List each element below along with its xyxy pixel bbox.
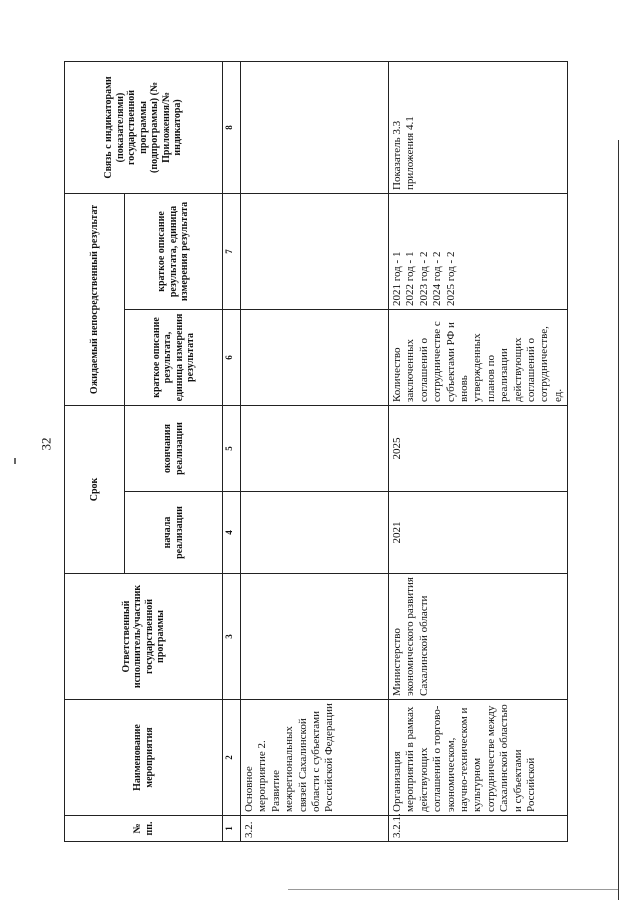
row-name: Основное мероприятие 2. Развитие межрегиональных связей Сахалинской области с субъектами Российской Федерации	[241, 700, 389, 816]
row-result-2	[241, 193, 389, 309]
row-start: 2021	[389, 492, 568, 574]
rotated-table-container	[64, 62, 568, 842]
row-result-2: 2021 год - 1 2022 год - 1 2023 год - 2 2024 год - 2 2025 год - 2	[389, 193, 568, 309]
row-link: Показатель 3.3 приложения 4.1	[389, 61, 568, 193]
header-link: Связь с индикаторами (показателями) государственной программы (подпрограммы) (№ Приложения/№ индикатора)	[65, 61, 223, 193]
activities-table	[64, 61, 568, 842]
row-result: Количество заключенных соглашений о сотрудничестве с субъектами РФ и вновь утвержденных планов по реализации действующих соглашений о сотрудничестве, ед.	[389, 309, 568, 405]
table-row	[241, 61, 389, 841]
table-row	[389, 61, 568, 841]
row-name: Организация мероприятий в рамках действующих соглашений о торгово-экономическом, научно-техническом и культурном сотрудничестве между Сахалинской областью и субъектами Российской	[389, 700, 568, 816]
header-name: Наименование мероприятия	[65, 700, 223, 816]
col-number: 8	[223, 61, 241, 193]
row-end: 2025	[389, 405, 568, 491]
header-term-end: окончания реализации	[125, 405, 223, 491]
header-result-short-2: краткое описание результата, единица измерения результата	[125, 193, 223, 309]
col-number: 5	[223, 405, 241, 491]
col-number: 3	[223, 574, 241, 700]
col-number: 2	[223, 700, 241, 816]
header-result-short: краткое описание результата, единица измерения результата	[125, 309, 223, 405]
scan-mark	[14, 458, 16, 464]
col-number: 4	[223, 492, 241, 574]
col-number: 1	[223, 816, 241, 842]
margin-rule	[618, 140, 619, 900]
row-link	[241, 61, 389, 193]
col-number: 6	[223, 309, 241, 405]
row-num: 3.2.1.	[389, 816, 568, 842]
row-responsible	[241, 574, 389, 700]
header-term-start: начала реализации	[125, 492, 223, 574]
row-start	[241, 492, 389, 574]
footer-rule	[288, 889, 618, 890]
header-term: Срок	[65, 405, 125, 573]
row-responsible: Министерство экономического развития Сахалинской области	[389, 574, 568, 700]
row-end	[241, 405, 389, 491]
col-number: 7	[223, 193, 241, 309]
row-num: 3.2.	[241, 816, 389, 842]
page-number: 32	[38, 437, 54, 451]
header-result: Ожидаемый непосредственный результат	[65, 193, 125, 405]
header-num: № пп.	[65, 816, 223, 842]
row-result	[241, 309, 389, 405]
header-responsible: Ответственный исполнитель/участник государственной программы	[65, 574, 223, 700]
